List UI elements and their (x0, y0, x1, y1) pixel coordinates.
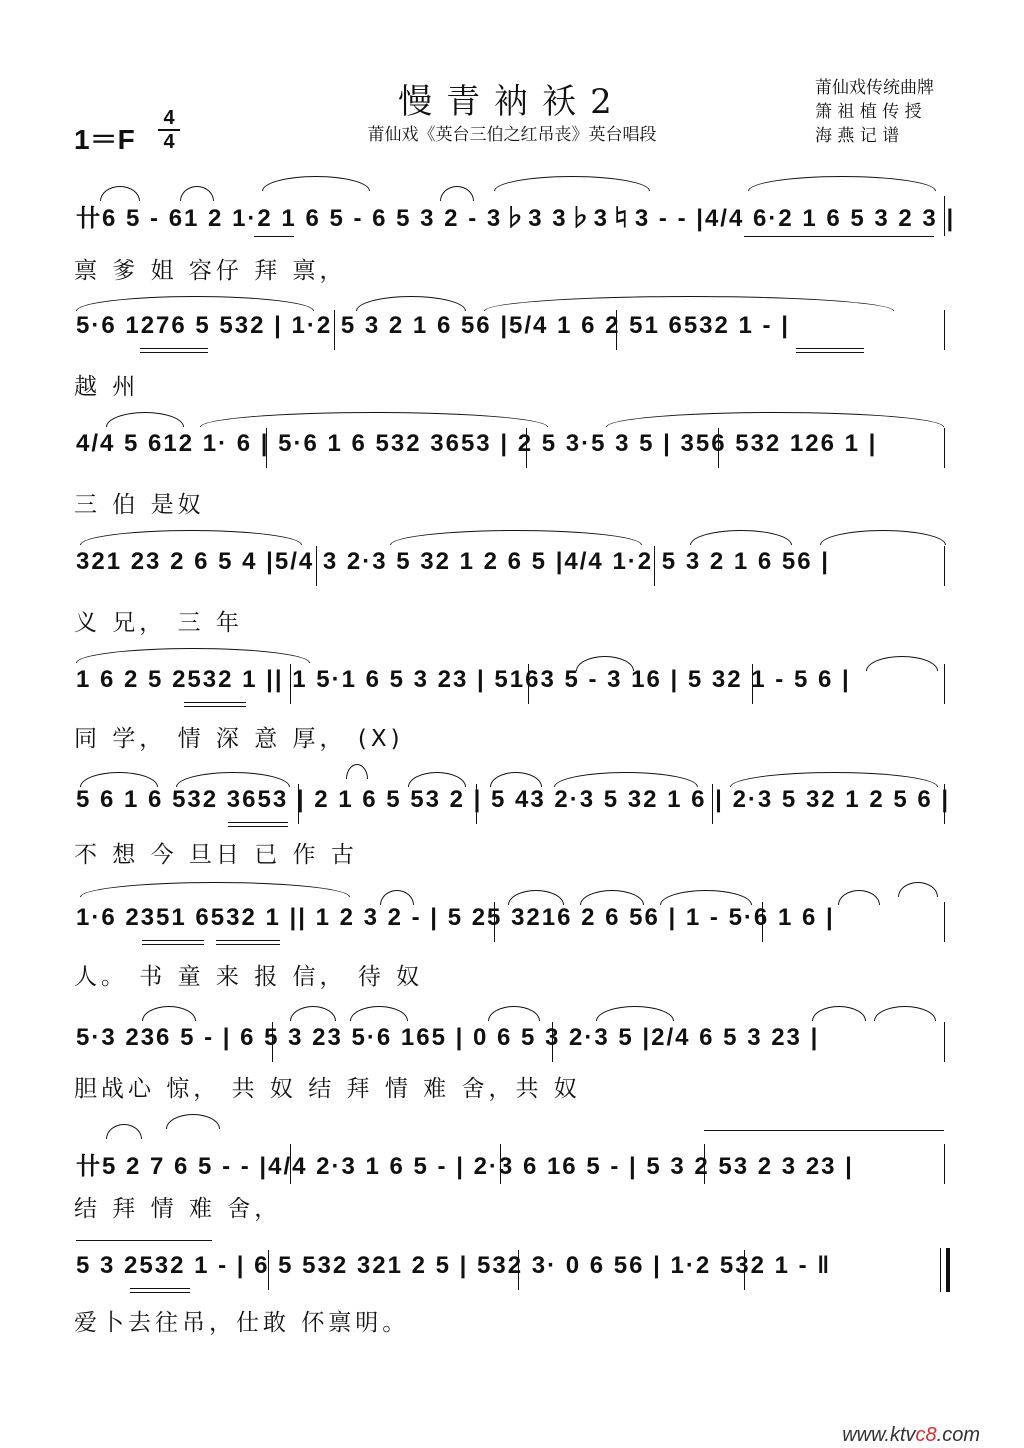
slur (380, 890, 414, 905)
barline (654, 546, 655, 586)
watermark (842, 1424, 980, 1447)
notation-row-8: 5·3 236 5 - | 6 5 3 23 5·6 165 | 0 6 5 3 2·3 5 |2/4 6 5 3 23 | (76, 1024, 820, 1051)
page-title: 慢青衲袄2 (398, 82, 626, 122)
slur (488, 1006, 540, 1021)
barline (752, 664, 753, 704)
time-signature-bottom: 4 (163, 131, 175, 153)
barline (718, 428, 719, 468)
barline (526, 428, 527, 468)
barline (944, 196, 945, 236)
slur (80, 882, 350, 897)
barline (552, 1022, 553, 1062)
notation-row-9: 卄5 2 7 6 5 - - |4/4 2·3 1 6 5 - | 2·3 6 16 5 - | 5 3 2 53 2 3 23 | (76, 1153, 854, 1180)
barline (944, 1022, 945, 1062)
slur (898, 882, 938, 897)
notation-row-5: 1 6 2 5 2532 1 || 1 5·1 6 5 3 23 | 5163 5 - 3 16 | 5 32 1 - 5 6 | (76, 666, 851, 693)
lyrics-row-9: 结 拜 情 难 舍， (74, 1196, 282, 1222)
barline (334, 310, 335, 350)
slur (76, 296, 314, 311)
slur (350, 1006, 408, 1021)
barline (944, 784, 945, 824)
barline (316, 546, 317, 586)
slur (812, 1006, 866, 1021)
barline (298, 784, 299, 824)
slur (820, 530, 946, 545)
key-signature: 1＝F (74, 124, 135, 155)
slur (290, 1006, 336, 1021)
slur (554, 772, 698, 787)
barline (944, 1144, 945, 1184)
slur (176, 772, 290, 787)
slur (262, 176, 370, 191)
double-underline (184, 702, 246, 707)
barline (944, 664, 945, 704)
time-signature (158, 108, 180, 152)
slur (874, 1006, 936, 1021)
double-underline (140, 348, 208, 353)
tie-line (76, 1240, 212, 1241)
slur (142, 1006, 196, 1021)
underline (744, 236, 934, 237)
final-barline-thin (940, 1248, 941, 1292)
watermark-highlight: c8 (915, 1424, 937, 1446)
watermark-prefix: www.ktv (842, 1424, 916, 1446)
notation-row-3: 4/4 5 612 1· 6 | 5·6 1 6 532 3653 | 2 5 3·5 3 5 | 356 532 126 1 | (76, 430, 878, 457)
double-underline (216, 940, 280, 945)
notation-row-6: 5 6 1 6 532 3653 | 2 1 6 5 53 2 | 5 43 2·3 5 32 1 6 | 2·3 5 32 1 2 5 6 | (76, 786, 951, 813)
barline (500, 1144, 501, 1184)
barline (494, 902, 495, 942)
slur (200, 412, 548, 427)
notation-row-4: 321 23 2 6 5 4 |5/4 3 2·3 5 32 1 2 6 5 |4/4 1·2 5 3 2 1 6 56 | (76, 548, 830, 575)
barline (266, 428, 267, 468)
page-subtitle: 莆仙戏《英台三伯之红吊丧》英台唱段 (367, 125, 657, 145)
credit-transcriber: 海 燕 记 谱 (815, 126, 900, 146)
slur (508, 890, 564, 905)
barline (762, 902, 763, 942)
slur (580, 890, 644, 905)
slur (106, 1124, 142, 1139)
lyrics-row-2: 越 州 (74, 374, 140, 400)
slur (606, 412, 944, 427)
slur (346, 764, 368, 779)
slur (80, 772, 158, 787)
lyrics-row-5: 同 学， 情 深 意 厚， (X) (74, 726, 404, 752)
slur (390, 530, 642, 545)
underline (254, 236, 294, 237)
slur (166, 1114, 220, 1129)
barline (528, 664, 529, 704)
slur (730, 772, 938, 787)
slur (494, 176, 650, 191)
slur (596, 1006, 674, 1021)
barline (712, 784, 713, 824)
lyrics-row-8: 胆战心 惊， 共 奴 结 拜 情 难 舍，共 奴 (74, 1076, 581, 1102)
barline (944, 546, 945, 586)
watermark-suffix: .com (936, 1424, 980, 1446)
double-underline (228, 822, 288, 827)
barline (944, 428, 945, 468)
barline (944, 902, 945, 942)
notation-row-2: 5·6 1276 5 532 | 1·2 5 3 2 1 6 56 |5/4 1 6 2 51 6532 1 - | (76, 312, 790, 339)
notation-row-1: 卄6 5 - 61 2 1·2 1 6 5 - 6 5 3 2 - 3♭3 3♭3♮3 - - |4/4 6·2 1 6 5 3 2 3 | (76, 205, 956, 232)
tie-line (704, 1130, 944, 1131)
lyrics-row-7: 人。 书 童 来 报 信， 待 奴 (74, 964, 424, 990)
slur (76, 648, 310, 663)
slur (106, 412, 184, 427)
notation-row-10: 5 3 2532 1 - | 6 5 532 321 2 5 | 532 3· 0 6 56 | 1·2 532 1 - ‖ (76, 1252, 832, 1279)
slur (490, 772, 542, 787)
barline (944, 310, 945, 350)
lyrics-row-4: 义 兄， 三 年 (74, 610, 243, 636)
slur (80, 530, 302, 545)
barline (704, 1144, 705, 1184)
slur (690, 530, 792, 545)
barline (744, 1250, 745, 1290)
lyrics-row-6: 不 想 今 旦日 已 作 古 (74, 842, 358, 868)
barline (290, 664, 291, 704)
slur (356, 296, 466, 311)
double-underline (142, 940, 204, 945)
lyrics-row-1: 禀 爹 姐 容仔 拜 禀， (74, 258, 347, 284)
slur (484, 296, 894, 311)
slur (748, 176, 936, 191)
slur (838, 890, 880, 905)
barline (476, 784, 477, 824)
barline (518, 1250, 519, 1290)
slur (408, 772, 466, 787)
lyrics-row-10: 爱卜去往吊，仕敢 伓禀明。 (74, 1310, 410, 1336)
double-underline (130, 1288, 190, 1293)
credit-genre: 莆仙戏传统曲牌 (815, 78, 934, 98)
credit-teacher: 箫 祖 植 传 授 (815, 102, 922, 122)
lyrics-row-3: 三 伯 是奴 (74, 492, 205, 518)
double-underline (796, 348, 864, 353)
final-barline-thick (946, 1248, 950, 1292)
barline (616, 310, 617, 350)
barline (290, 1144, 291, 1184)
barline (268, 1250, 269, 1290)
time-signature-top: 4 (163, 107, 175, 129)
notation-row-7: 1·6 2351 6532 1 || 1 2 3 2 - | 5 25 3216 2 6 56 | 1 - 5·6 1 6 | (76, 904, 835, 931)
slur (660, 890, 752, 905)
barline (272, 1022, 273, 1062)
